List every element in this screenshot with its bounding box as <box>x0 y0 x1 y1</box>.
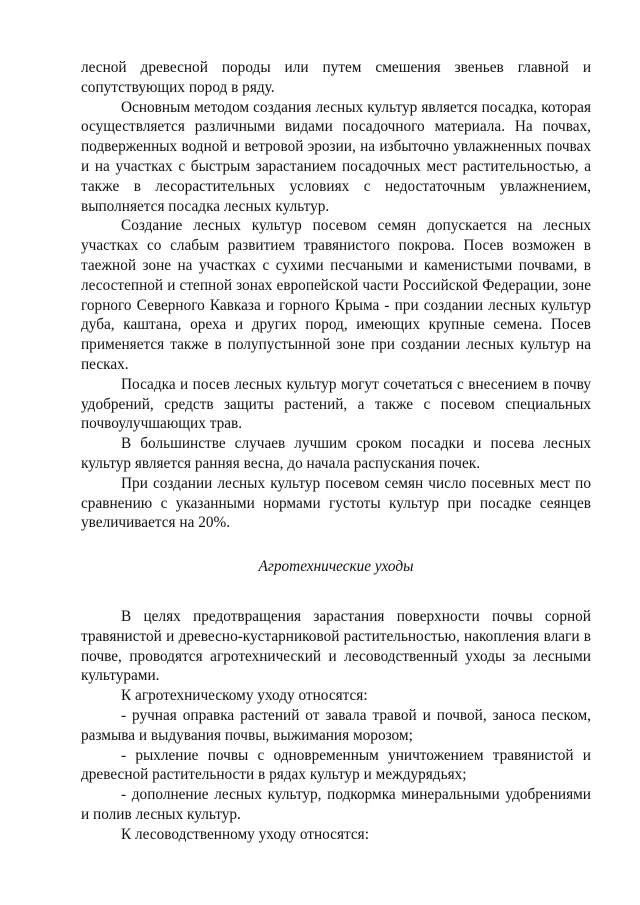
paragraph-care-purpose: В целях предотвращения зарастания поверхности почвы сорной травянистой и древесно-кустарниковой растительностью, накопления влаги в почве, проводятся агротехнический и лесоводственный уходы за лесными культурами. <box>81 607 591 685</box>
document-page <box>81 58 591 844</box>
paragraph-planting-method: Основным методом создания лесных культур является посадка, которая осуществляется различными видами посадочного материала. На почвах, подверженных водной и ветровой эрозии, на избыточно увлажненных почвах и на участках с быстрым зарастанием посадочных мест растительностью, а также в лесорастительных условиях с недостаточным увлажнением, выполняется посадка лесных культур. <box>81 98 591 215</box>
paragraph-fertilizers: Посадка и посев лесных культур могут сочетаться с внесением в почву удобрений, средств защиты растений, а также с посевом специальных почвоулучшающих трав. <box>81 375 591 433</box>
section-heading: Агротехнические уходы <box>258 558 414 576</box>
paragraph-sowing: Создание лесных культур посевом семян допускается на лесных участках со слабым развитием травянистого покрова. Посев возможен в таежной зоне на участках с сухими песчаными и каменистыми почвами, в лесостепной и степной зонах европейской части Российской Федерации, зоне горного Северного Кавказа и горного Крыма - при создании лесных культур дуба, каштана, ореха и других пород, имеющих крупные семена. Посев применяется также в полупустынной зоне при создании лесных культур на песках. <box>81 217 591 373</box>
paragraph-silvicultural-intro: К лесоводственному уходу относятся: <box>121 825 369 843</box>
paragraph-seeding-rate: При создании лесных культур посевом семян число посевных мест по сравнению с указанными нормами густоты культур при посадке сеянцев увеличивается на 20%. <box>81 474 591 532</box>
list-item-loosening: - рыхление почвы с одновременным уничтожением травянистой и древесной растительности в рядах культур и междурядьях; <box>81 746 591 784</box>
paragraph-timing: В большинстве случаев лучшим сроком посадки и посева лесных культур является ранняя весна, до начала распускания почек. <box>81 435 591 472</box>
list-item-supplement: - дополнение лесных культур, подкормка минеральными удобрениями и полив лесных культур. <box>81 786 591 823</box>
paragraph-continued: лесной древесной породы или путем смешения звеньев главной и сопутствующих пород в ряду. <box>81 59 591 96</box>
list-item-manual-correction: - ручная оправка растений от завала травой и почвой, заноса песком, размыва и выдувания почвы, выжимания морозом; <box>81 706 591 744</box>
paragraph-agrotech-intro: К агротехническому уходу относятся: <box>121 687 368 705</box>
